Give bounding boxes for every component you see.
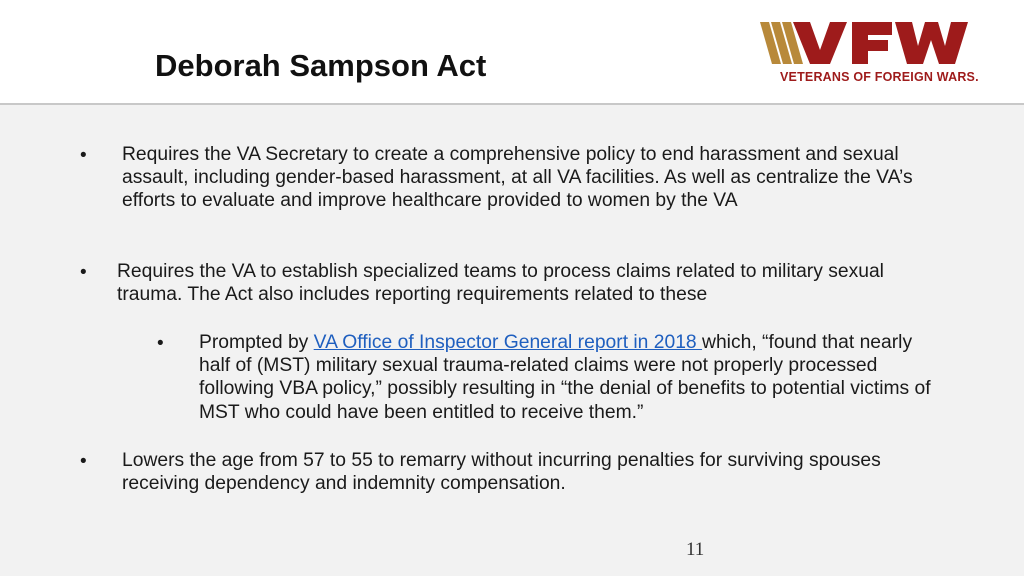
- oig-report-link[interactable]: VA Office of Inspector General report in 2018: [313, 332, 703, 353]
- vfw-logo: [760, 22, 985, 86]
- logo-tagline: VETERANS OF FOREIGN WARS.: [780, 70, 979, 84]
- logo-letter-w: [895, 22, 968, 64]
- page-number: 11: [686, 539, 705, 560]
- bullet-item: Requires the VA Secretary to create a comprehensive policy to end harassment and sexual assault, including gender-based harassment, at all VA facilities. As well as centralize the VA’s efforts to evaluate and improve healthcare provided to women by the VA: [122, 144, 913, 212]
- slide-title: Deborah Sampson Act: [155, 48, 487, 83]
- bullet-marker: •: [80, 145, 87, 166]
- vfw-logo-graphic: [760, 22, 985, 68]
- logo-letter-f: [852, 22, 892, 64]
- bullet-marker: •: [80, 262, 87, 283]
- bullet-item: Requires the VA to establish specialized teams to process claims related to military sexual trauma. The Act also includes reporting requirements related to these: [117, 261, 884, 306]
- slide-header: [0, 0, 1024, 105]
- sub-bullet-prefix: Prompted by: [199, 332, 314, 353]
- bullet-marker: •: [80, 451, 87, 472]
- sub-bullet-suffix: which, “found that nearly half of (MST) military sexual trauma-related claims were not properly processed following VBA policy,” possibly resulting in “the denial of benefits to potential victims of MST who could have been entitled to receive them.”: [199, 332, 931, 423]
- bullet-marker: •: [157, 333, 164, 354]
- bullet-item: Lowers the age from 57 to 55 to remarry without incurring penalties for surviving spouses receiving dependency and indemnity compensation.: [122, 450, 881, 495]
- sub-bullet-item: [199, 331, 947, 424]
